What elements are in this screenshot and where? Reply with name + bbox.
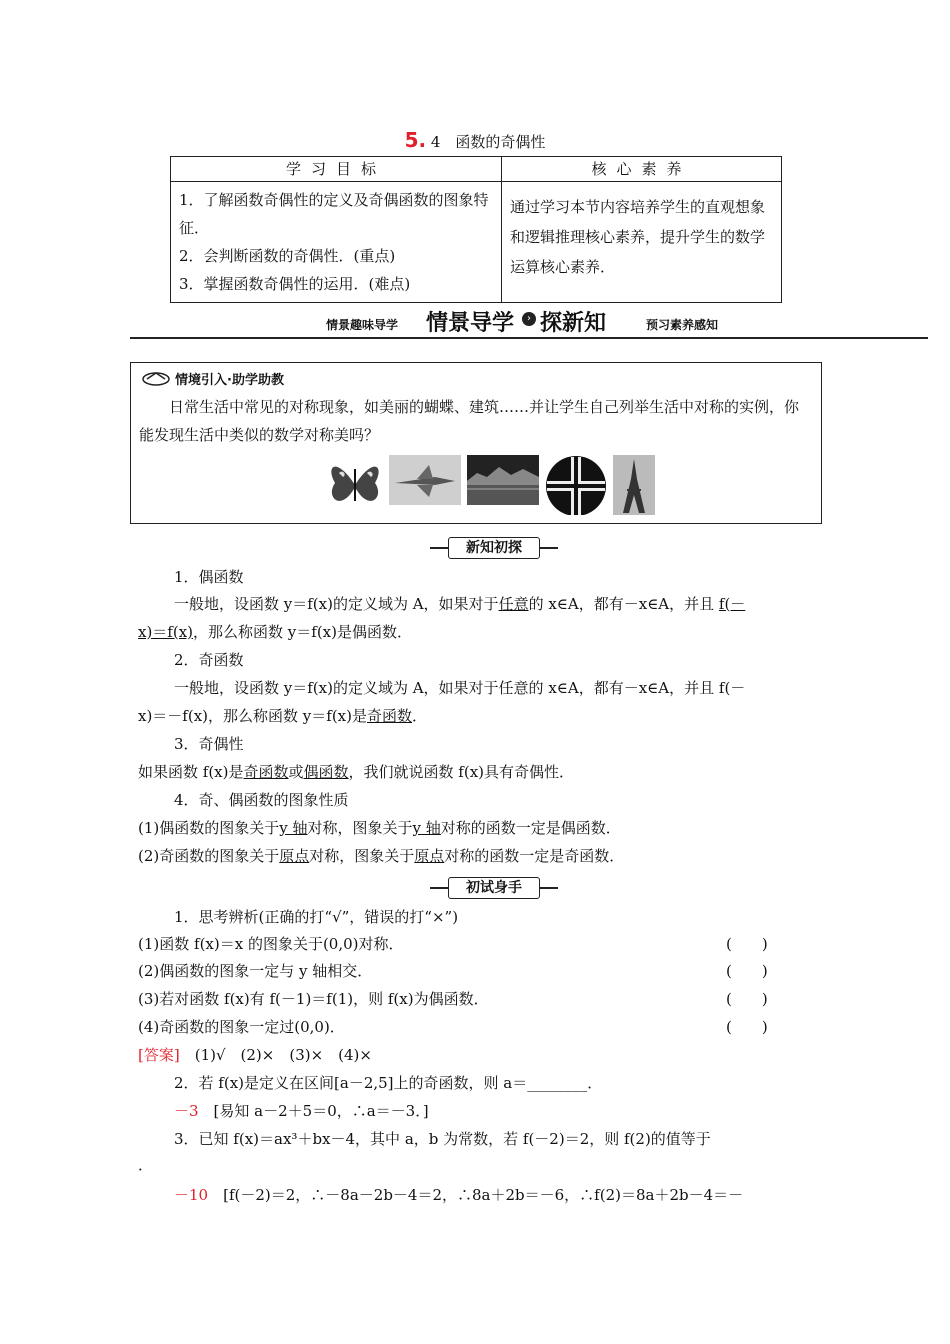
- section-title-text: 4 函数的奇偶性: [430, 133, 546, 151]
- question-1-c: (3)若对函数 f(x)有 f(－1)＝f(1)，则 f(x)为偶函数．: [138, 990, 489, 1008]
- heading-parity: 3．奇偶性: [174, 735, 244, 753]
- section-heading-new-label: 新知初探: [448, 537, 540, 559]
- objective-item: 1．了解函数奇偶性的定义及奇偶函数的图象特征．: [179, 191, 489, 237]
- objectives-cell: [171, 182, 502, 303]
- objective-item: 2．会判断函数的奇偶性．(重点): [179, 247, 396, 265]
- jet-image: [389, 455, 461, 515]
- banner-left-caption: 情景趣味导学: [326, 318, 399, 332]
- objectives-header: 学习目标: [171, 157, 502, 182]
- question-1-b: (2)偶函数的图象一定与 y 轴相交．: [138, 962, 373, 980]
- section-title: [0, 128, 950, 152]
- question-1-a: (1)函数 f(x)＝x 的图象关于(0,0)对称．: [138, 935, 404, 953]
- question-2: 2．若 f(x)是定义在区间[a－2,5]上的奇函数，则 a＝________．: [174, 1074, 603, 1092]
- question-1: 1．思考辨析(正确的打“√”，错误的打“×”): [174, 908, 459, 926]
- answer-1: [答案] (1)√ (2)× (3)× (4)×: [138, 1046, 372, 1064]
- literacy-header: 核心素养: [502, 157, 782, 182]
- answer-blank: ( ): [726, 962, 768, 980]
- answer-blank: ( ): [726, 935, 768, 953]
- heading-odd: 2．奇函数: [174, 651, 244, 669]
- question-1-d: (4)奇函数的图象一定过(0,0)．: [138, 1018, 345, 1036]
- question-3: 3．已知 f(x)＝ax³＋bx－4，其中 a，b 为常数，若 f(－2)＝2，则 f(2)的值等于: [174, 1130, 711, 1148]
- banner-rule: [130, 337, 928, 339]
- intro-heading: 情境引入·助学助教: [175, 373, 284, 388]
- answer-3: －10 [f(－2)＝2，∴－8a－2b－4＝2，∴8a＋2b＝－6，∴f(2)＝8a＋2b－4＝－: [174, 1186, 744, 1204]
- parity-def: 如果函数 f(x)是奇函数或偶函数，我们就说函数 f(x)具有奇偶性．: [138, 763, 575, 781]
- banner-arrow-icon: ›: [522, 312, 536, 326]
- intro-text: 日常生活中常见的对称现象，如美丽的蝴蝶、建筑……并让学生自己列举生活中对称的实例，你能发现生活中类似的数学对称美吗？: [139, 398, 800, 444]
- butterfly-image: [327, 455, 383, 515]
- banner-right-caption: 预习素养感知: [646, 318, 719, 332]
- objectives-table: [170, 156, 782, 303]
- odd-graph-prop: (2)奇函数的图象关于原点对称，图象关于原点对称的函数一定是奇函数．: [138, 847, 625, 865]
- answer-blank: ( ): [726, 1018, 768, 1036]
- section-number: 5.: [404, 128, 427, 152]
- intro-box: [130, 362, 822, 524]
- even-graph-prop: (1)偶函数的图象关于y 轴对称，图象关于y 轴对称的函数一定是偶函数．: [138, 819, 621, 837]
- odd-def-line1: 一般地，设函数 y＝f(x)的定义域为 A，如果对于任意的 x∈A，都有－x∈A，并且 f(－: [174, 679, 746, 697]
- rose-window-image: [545, 455, 607, 515]
- even-def-line2: x)＝f(x)，那么称函数 y＝f(x)是偶函数．: [138, 623, 412, 641]
- answer-2: －3 [易知 a－2＋5＝0，∴a＝－3．]: [174, 1102, 429, 1120]
- banner-title-1: 情景导学: [426, 311, 515, 336]
- literacy-cell: 通过学习本节内容培养学生的直观想象和逻辑推理核心素养，提升学生的数学运算核心素养．: [502, 182, 782, 303]
- section-heading-practice: [430, 877, 558, 899]
- eiffel-tower-image: [613, 455, 655, 515]
- heading-even: 1．偶函数: [174, 568, 244, 586]
- odd-def-line2: x)＝－f(x)，那么称函数 y＝f(x)是奇函数．: [138, 707, 428, 725]
- section-banner: [130, 306, 928, 336]
- even-def-line1: 一般地，设函数 y＝f(x)的定义域为 A，如果对于任意的 x∈A，都有－x∈A，并且 f(－: [174, 595, 746, 613]
- heading-graph-props: 4．奇、偶函数的图象性质: [174, 791, 349, 809]
- intro-icon: [141, 369, 171, 387]
- objective-item: 3．掌握函数奇偶性的运用．(难点): [179, 275, 411, 293]
- banner-title-2: 探新知: [540, 311, 607, 336]
- answer-blank: ( ): [726, 990, 768, 1008]
- landscape-image: [467, 455, 539, 515]
- section-heading-new: [430, 537, 558, 559]
- question-3-end: ．: [138, 1156, 154, 1174]
- section-heading-practice-label: 初试身手: [448, 877, 540, 899]
